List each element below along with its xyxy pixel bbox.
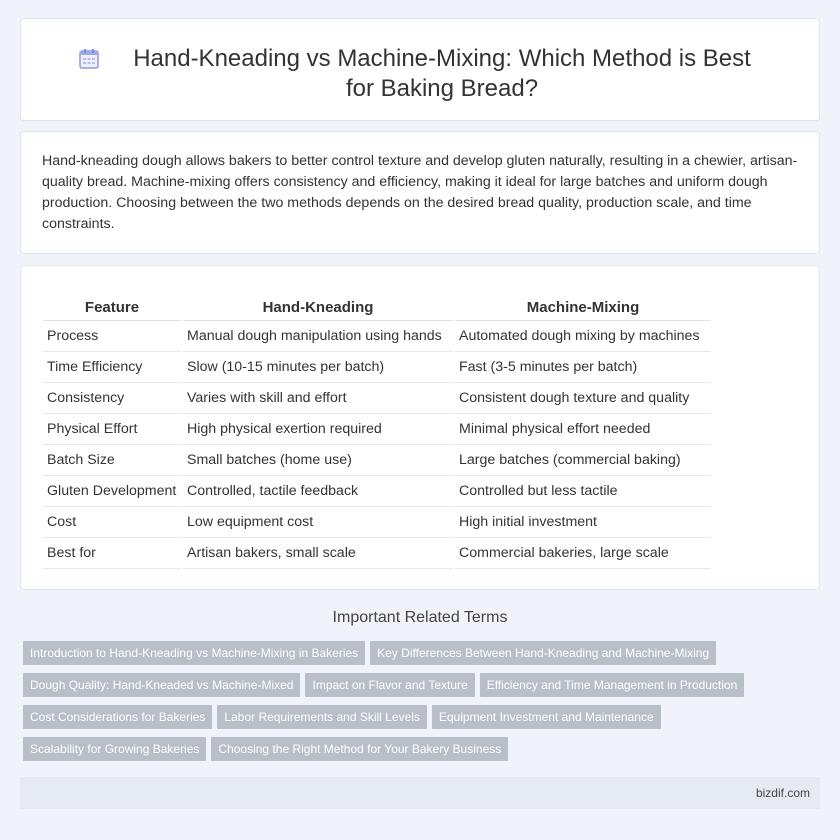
table-cell: High initial investment <box>455 507 711 538</box>
header-feature: Feature <box>43 294 181 321</box>
table-cell: Physical Effort <box>43 414 181 445</box>
related-term-tag[interactable]: Introduction to Hand-Kneading vs Machine-Mixing in Bakeries <box>23 641 365 665</box>
related-term-tag[interactable]: Cost Considerations for Bakeries <box>23 705 212 729</box>
table-cell: Consistent dough texture and quality <box>455 383 711 414</box>
comparison-table-card <box>20 265 820 590</box>
table-row <box>43 538 711 569</box>
table-cell: Best for <box>43 538 181 569</box>
table-cell: Time Efficiency <box>43 352 181 383</box>
related-term-tag[interactable]: Key Differences Between Hand-Kneading and Machine-Mixing <box>370 641 716 665</box>
table-cell: Automated dough mixing by machines <box>455 321 711 352</box>
table-cell: Artisan bakers, small scale <box>183 538 453 569</box>
table-row <box>43 352 711 383</box>
table-cell: Gluten Development <box>43 476 181 507</box>
table-cell: Batch Size <box>43 445 181 476</box>
related-term-tag[interactable]: Efficiency and Time Management in Production <box>480 673 745 697</box>
table-cell: Minimal physical effort needed <box>455 414 711 445</box>
table-row <box>43 507 711 538</box>
comparison-table <box>41 294 713 569</box>
calendar-icon <box>78 48 100 70</box>
table-cell: Commercial bakeries, large scale <box>455 538 711 569</box>
related-term-tag[interactable]: Dough Quality: Hand-Kneaded vs Machine-Mixed <box>23 673 300 697</box>
related-terms-title: Important Related Terms <box>332 609 508 626</box>
table-cell: Large batches (commercial baking) <box>455 445 711 476</box>
footer-site-link[interactable]: bizdif.com <box>755 786 810 800</box>
table-cell: Low equipment cost <box>183 507 453 538</box>
header-card <box>20 18 820 121</box>
table-cell: Controlled, tactile feedback <box>183 476 453 507</box>
footer <box>20 777 820 809</box>
table-cell: Small batches (home use) <box>183 445 453 476</box>
header-hand-kneading: Hand-Kneading <box>183 294 453 321</box>
intro-card <box>20 131 820 254</box>
table-row <box>43 383 711 414</box>
table-cell: Controlled but less tactile <box>455 476 711 507</box>
table-cell: High physical exertion required <box>183 414 453 445</box>
related-term-tag[interactable]: Choosing the Right Method for Your Bakery Business <box>211 737 508 761</box>
related-terms-list <box>23 641 803 769</box>
table-cell: Slow (10-15 minutes per batch) <box>183 352 453 383</box>
table-header-row <box>43 294 711 321</box>
related-term-tag[interactable]: Scalability for Growing Bakeries <box>23 737 206 761</box>
table-cell: Varies with skill and effort <box>183 383 453 414</box>
related-term-tag[interactable]: Labor Requirements and Skill Levels <box>217 705 426 729</box>
table-row <box>43 321 711 352</box>
related-term-tag[interactable]: Impact on Flavor and Texture <box>305 673 474 697</box>
table-cell: Process <box>43 321 181 352</box>
table-row <box>43 414 711 445</box>
table-row <box>43 476 711 507</box>
table-row <box>43 445 711 476</box>
related-term-tag[interactable]: Equipment Investment and Maintenance <box>432 705 661 729</box>
table-cell: Consistency <box>43 383 181 414</box>
table-cell: Manual dough manipulation using hands <box>183 321 453 352</box>
header-machine-mixing: Machine-Mixing <box>455 294 711 321</box>
table-cell: Cost <box>43 507 181 538</box>
page-title: Hand-Kneading vs Machine-Mixing: Which Method is Best for Baking Bread? <box>133 45 751 102</box>
intro-paragraph: Hand-kneading dough allows bakers to better control texture and develop gluten naturally, resulting in a chewier, artisan-quality bread. Machine-mixing offers consistency and efficiency, making it ideal for large batches and uniform dough production. Choosing between the two methods depends on the desired bread quality, production scale, and time constraints. <box>42 153 798 232</box>
table-cell: Fast (3-5 minutes per batch) <box>455 352 711 383</box>
